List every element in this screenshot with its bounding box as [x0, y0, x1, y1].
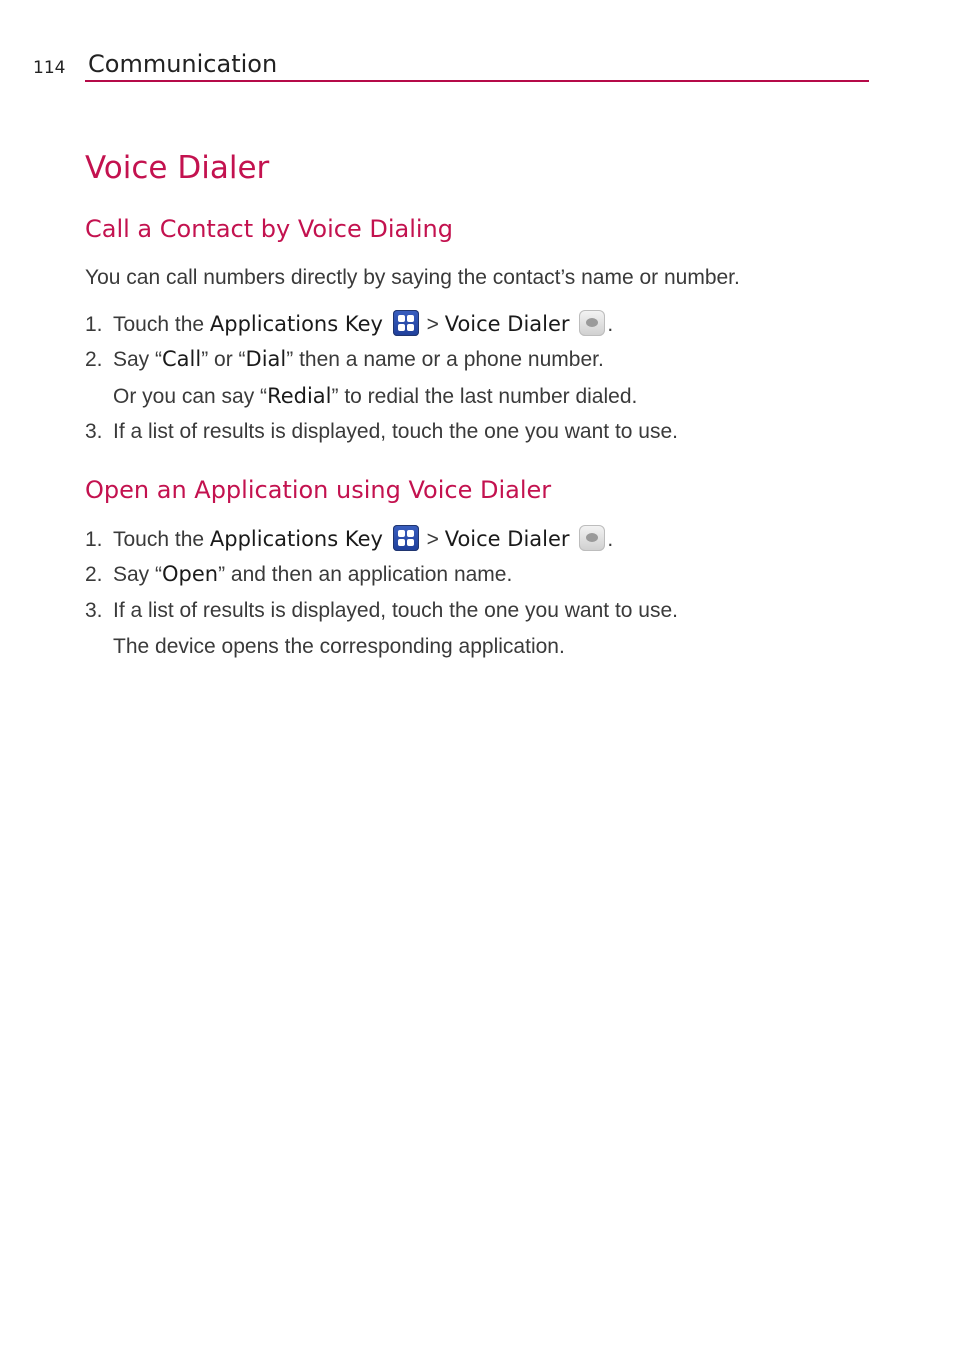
applications-key-icon [393, 525, 419, 551]
voice-dialer-icon [579, 525, 605, 551]
step-number: 3. [85, 599, 103, 622]
step-number: 1. [85, 313, 103, 336]
section-heading-call-contact: Call a Contact by Voice Dialing [85, 215, 453, 243]
step-number: 1. [85, 528, 103, 551]
step-number: 2. [85, 563, 103, 586]
call-step-2-note [113, 383, 637, 410]
keyword-call: Call [162, 347, 202, 371]
voice-dialer-icon [579, 310, 605, 336]
step-end: . [607, 528, 614, 551]
step-text: ” then a name or a phone number. [286, 348, 604, 371]
step-text: Or you can say “ [113, 385, 268, 408]
section-heading-open-application: Open an Application using Voice Dialer [85, 476, 552, 504]
page-title: Voice Dialer [85, 150, 270, 186]
applications-key-label: Applications Key [209, 527, 383, 551]
separator: > [420, 528, 445, 551]
step-text: ” and then an application name. [218, 563, 513, 586]
separator: > [420, 313, 445, 336]
step-number: 3. [85, 420, 103, 443]
keyword-dial: Dial [245, 347, 287, 371]
open-step-1 [85, 525, 613, 553]
step-text: If a list of results is displayed, touch the one you want to use. [113, 599, 678, 622]
open-step-2 [85, 561, 512, 588]
call-step-1 [85, 310, 613, 338]
call-step-2 [85, 346, 604, 373]
open-step-3-note: The device opens the corresponding application. [113, 635, 565, 658]
page-number: 114 [33, 58, 66, 78]
step-end: . [607, 313, 614, 336]
intro-text: You can call numbers directly by saying the contact’s name or number. [85, 266, 740, 289]
keyword-redial: Redial [267, 384, 332, 408]
step-text: If a list of results is displayed, touch the one you want to use. [113, 420, 678, 443]
applications-key-label: Applications Key [209, 312, 383, 336]
step-text: Say “ [113, 348, 163, 371]
applications-key-icon [393, 310, 419, 336]
step-text: ” to redial the last number dialed. [331, 385, 638, 408]
step-text: Touch the [113, 313, 210, 336]
header-rule [85, 80, 869, 82]
step-text: Say “ [113, 563, 163, 586]
voice-dialer-label: Voice Dialer [444, 312, 570, 336]
voice-dialer-label: Voice Dialer [444, 527, 570, 551]
open-step-3 [85, 598, 678, 624]
call-step-3 [85, 419, 678, 445]
step-text: Touch the [113, 528, 210, 551]
keyword-open: Open [162, 562, 219, 586]
step-text: ” or “ [201, 348, 246, 371]
section-name: Communication [88, 50, 278, 78]
step-number: 2. [85, 348, 103, 371]
